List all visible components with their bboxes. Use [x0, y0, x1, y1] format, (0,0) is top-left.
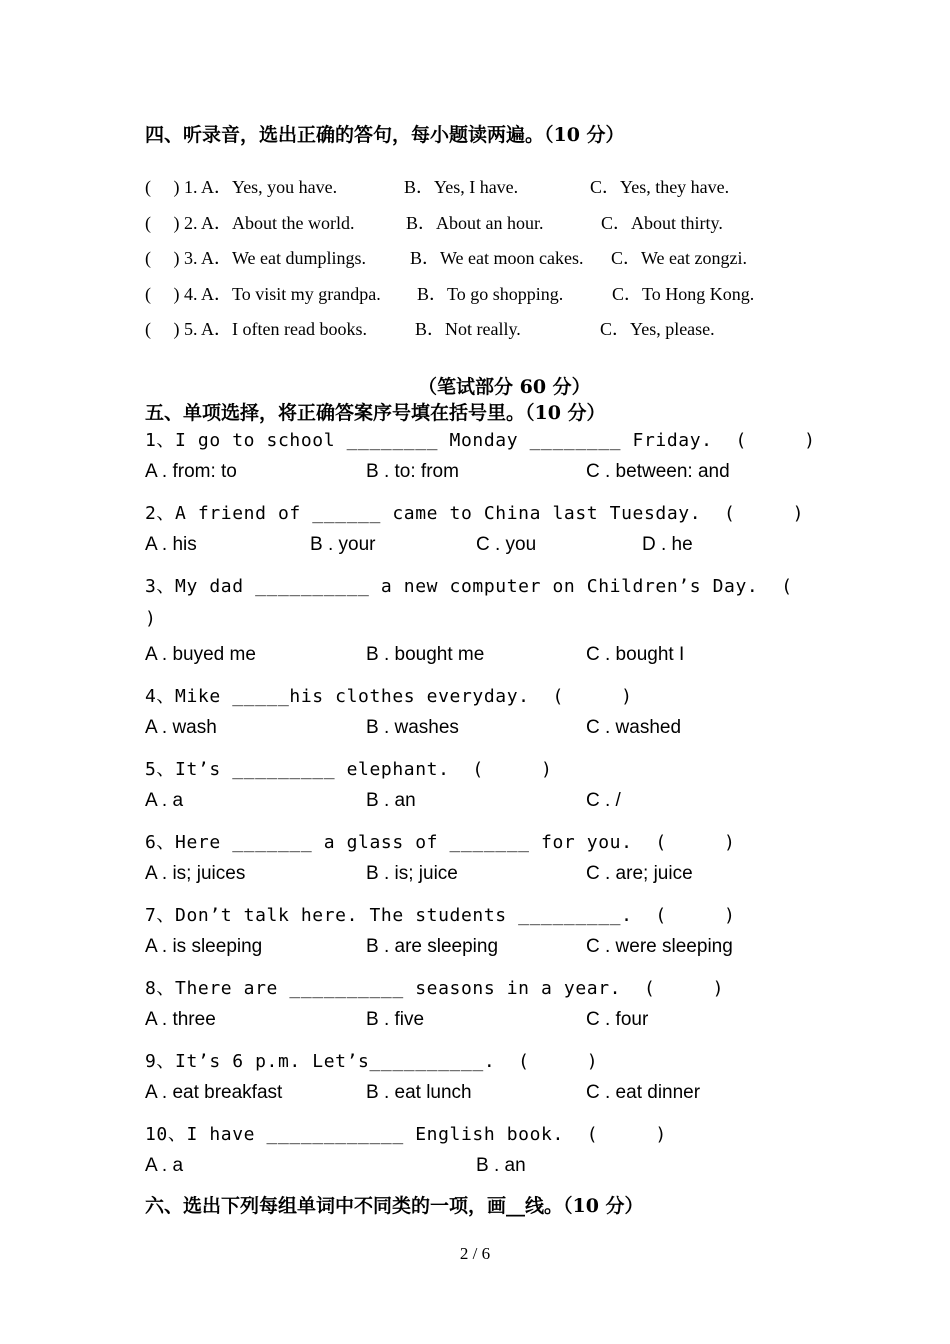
listening-item-1-c: C．Yes, they have. — [590, 177, 730, 197]
question-2-option-b: B . your — [310, 534, 376, 555]
question-9-option-b: B . eat lunch — [366, 1082, 472, 1103]
question-1-option-b: B . to: from — [366, 461, 459, 482]
question-10-option-b: B . an — [476, 1155, 526, 1176]
listening-item-5-b: B．Not really. — [415, 319, 521, 339]
page-number: 2 / 6 — [459, 1244, 491, 1263]
question-3-option-a: A . buyed me — [145, 644, 256, 665]
question-2-option-d: D . he — [642, 534, 693, 555]
question-1-text: 1、I go to school ________ Monday ________ Friday. ( ) — [145, 430, 816, 451]
question-3-option-b: B . bought me — [366, 644, 485, 665]
question-5-option-a: A . a — [145, 790, 184, 811]
listening-item-2-c: C．About thirty. — [601, 213, 723, 233]
question-8-option-b: B . five — [366, 1009, 425, 1030]
question-7-option-b: B . are sleeping — [366, 936, 499, 957]
question-4-option-b: B . washes — [366, 717, 459, 738]
question-4-option-c: C . washed — [586, 717, 682, 738]
question-6-option-b: B . is; juice — [366, 863, 458, 884]
listening-item-3-c: C．We eat zongzi. — [611, 248, 748, 268]
question-3-bracket-close: ) — [145, 608, 157, 629]
question-5-option-b: B . an — [366, 790, 416, 811]
question-5-option-c: C . / — [586, 790, 621, 811]
listening-item-5-a: ( ) 5. A．I often read books. — [145, 319, 367, 339]
question-6-text: 6、Here _______ a glass of _______ for you. ( ) — [145, 832, 736, 853]
section-five-heading: 五、单项选择，将正确答案序号填在括号里。（10 分） — [145, 402, 606, 424]
listening-item-5-c: C．Yes, please. — [600, 319, 715, 339]
question-1-option-a: A . from: to — [145, 461, 237, 482]
question-4-text: 4、Mike _____his clothes everyday. ( ) — [145, 686, 633, 707]
question-2-option-a: A . his — [145, 534, 197, 555]
listening-item-3-b: B．We eat moon cakes. — [410, 248, 584, 268]
question-2-text: 2、A friend of ______ came to China last Tuesday. ( ) — [145, 503, 805, 524]
question-8-option-c: C . four — [586, 1009, 649, 1030]
question-7-text: 7、Don’t talk here. The students _________. ( ) — [145, 905, 736, 926]
question-9-option-a: A . eat breakfast — [145, 1082, 283, 1103]
listening-item-1-b: B．Yes, I have. — [404, 177, 519, 197]
question-10-text: 10、I have ____________ English book. ( ) — [145, 1124, 667, 1145]
question-9-option-c: C . eat dinner — [586, 1082, 701, 1103]
section-four-heading: 四、听录音，选出正确的答句，每小题读两遍。（10 分） — [145, 124, 625, 146]
question-6-option-c: C . are; juice — [586, 863, 693, 884]
listening-item-4-c: C．To Hong Kong. — [612, 284, 755, 304]
question-6-option-a: A . is; juices — [145, 863, 246, 884]
question-5-text: 5、It’s _________ elephant. ( ) — [145, 759, 553, 780]
question-10-option-a: A . a — [145, 1155, 184, 1176]
listening-item-3-a: ( ) 3. A．We eat dumplings. — [145, 248, 367, 268]
section-six-heading: 六、选出下列每组单词中不同类的一项，画__线。（10 分） — [145, 1195, 644, 1217]
listening-item-2-b: B．About an hour. — [406, 213, 544, 233]
question-1-option-c: C . between: and — [586, 461, 730, 482]
listening-item-4-b: B．To go shopping. — [417, 284, 564, 304]
listening-item-2-a: ( ) 2. A．About the world. — [145, 213, 355, 233]
question-8-option-a: A . three — [145, 1009, 216, 1030]
question-2-option-c: C . you — [476, 534, 537, 555]
question-4-option-a: A . wash — [145, 717, 217, 738]
question-7-option-c: C . were sleeping — [586, 936, 733, 957]
question-8-text: 8、There are __________ seasons in a year. ( ) — [145, 978, 725, 999]
question-9-text: 9、It’s 6 p.m. Let’s__________. ( ) — [145, 1051, 599, 1072]
written-part-title: （笔试部分 60 分） — [418, 376, 591, 398]
question-3-text: 3、My dad __________ a new computer on Children’s Day. ( — [145, 576, 793, 597]
question-7-option-a: A . is sleeping — [145, 936, 263, 957]
listening-item-4-a: ( ) 4. A．To visit my grandpa. — [145, 284, 381, 304]
listening-item-1-a: ( ) 1. A．Yes, you have. — [145, 177, 338, 197]
question-3-option-c: C . bought I — [586, 644, 685, 665]
